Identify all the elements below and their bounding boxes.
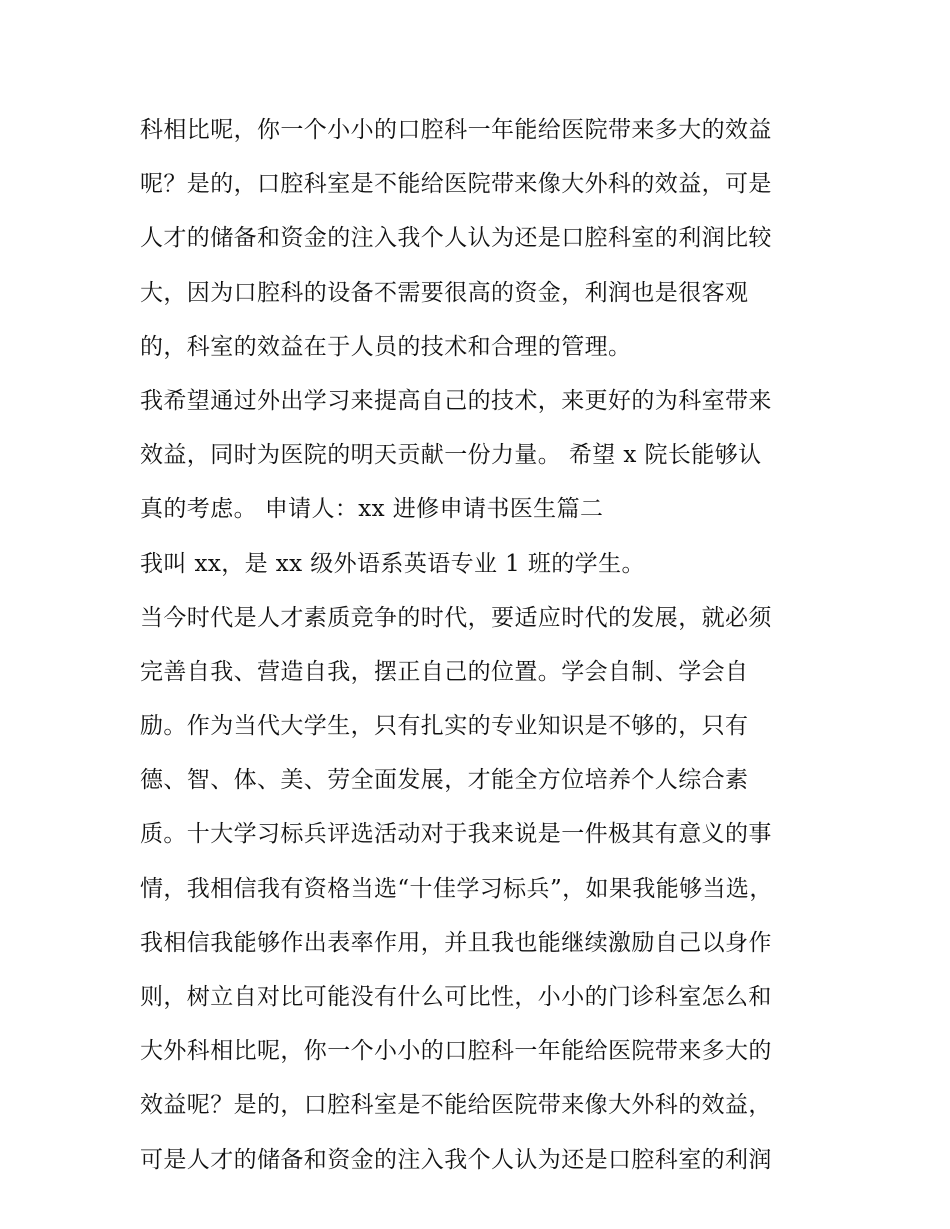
text-line: 德、智、体、美、劳全面发展，才能全方位培养个人综合素 bbox=[140, 767, 749, 794]
text-line: 的，科室的效益在于人员的技术和合理的管理。 bbox=[140, 333, 632, 360]
text-line: 我叫 xx，是 xx 级外语系英语专业 1 班的学生。 bbox=[140, 550, 645, 577]
document-body bbox=[140, 103, 830, 1187]
text-line: 我希望通过外出学习来提高自己的技术，来更好的为科室带来 bbox=[140, 387, 772, 414]
text-line: 完善自我、营造自我，摆正自己的位置。学会自制、学会自 bbox=[140, 658, 749, 685]
text-line: 励。作为当代大学生，只有扎实的专业知识是不够的，只有 bbox=[140, 713, 749, 740]
text-line: 人才的储备和资金的注入我个人认为还是口腔科室的利润比较 bbox=[140, 225, 772, 252]
text-line: 质。十大学习标兵评选活动对于我来说是一件极其有意义的事 bbox=[140, 821, 772, 848]
text-line: 科相比呢，你一个小小的口腔科一年能给医院带来多大的效益 bbox=[140, 117, 772, 143]
text-line: 效益，同时为医院的明天贡献一份力量。 希望 x 院长能够认 bbox=[140, 442, 762, 469]
text-line: 则，树立自对比可能没有什么可比性，小小的门诊科室怎么和 bbox=[140, 984, 772, 1010]
text-line: 大外科相比呢，你一个小小的口腔科一年能给医院带来多大的 bbox=[140, 1038, 772, 1065]
text-line: 真的考虑。 申请人：xx 进修申请书医生篇二 bbox=[140, 496, 604, 523]
text-line: 大，因为口腔科的设备不需要很高的资金，利润也是很客观 bbox=[140, 279, 749, 306]
text-line: 呢？是的，口腔科室是不能给医院带来像大外科的效益，可是 bbox=[140, 171, 772, 198]
text-line: 我相信我能够作出表率作用，并且我也能继续激励自己以身作 bbox=[140, 929, 772, 956]
text-line: 效益呢？是的，口腔科室是不能给医院带来像大外科的效益， bbox=[140, 1092, 772, 1119]
text-line: 当今时代是人才素质竞争的时代，要适应时代的发展，就必须 bbox=[140, 604, 772, 631]
text-line: 可是人才的储备和资金的注入我个人认为还是口腔科室的利润 bbox=[140, 1146, 772, 1173]
text-line: 情，我相信我有资格当选“十佳学习标兵”，如果我能够当选， bbox=[140, 875, 773, 902]
